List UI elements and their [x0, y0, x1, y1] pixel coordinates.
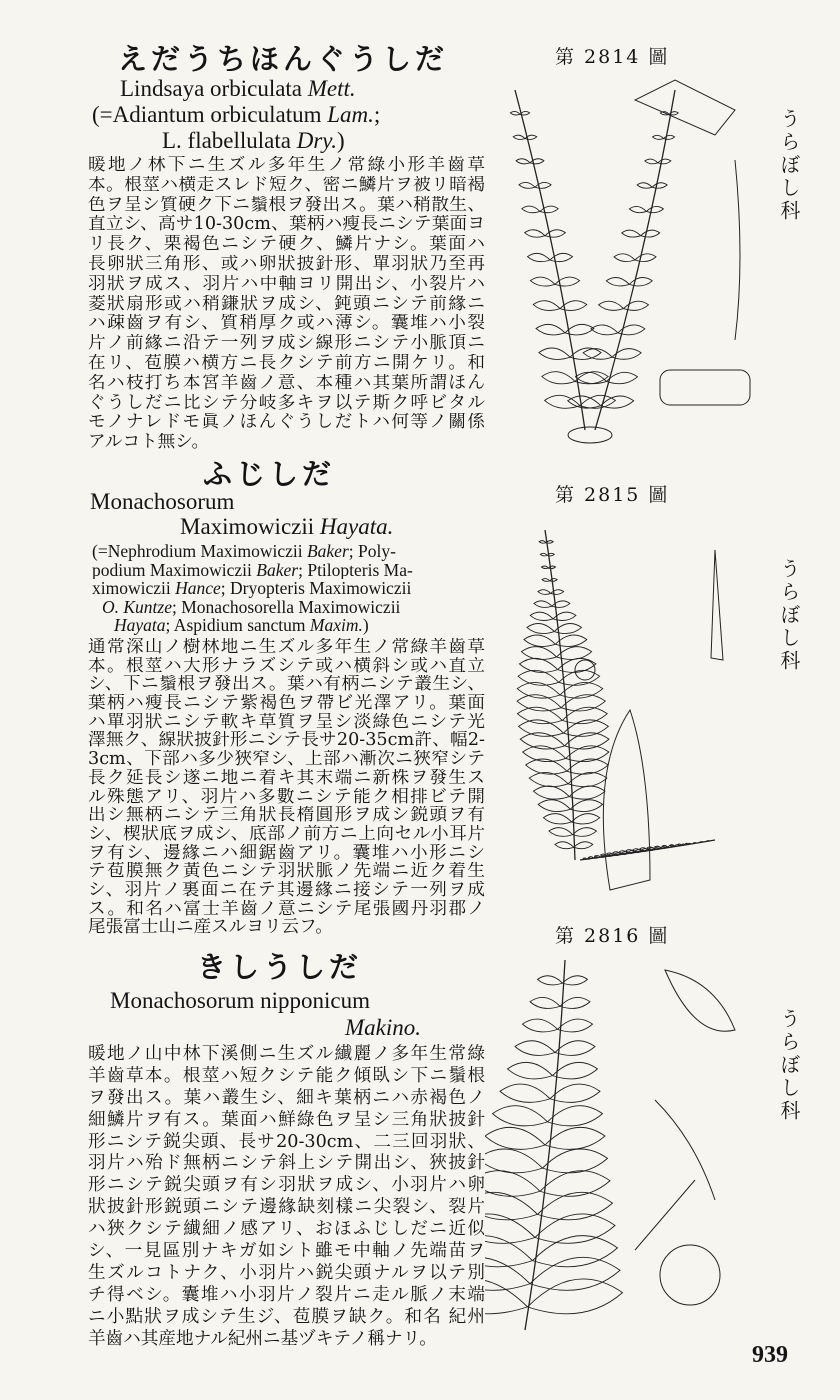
pinna — [545, 230, 565, 237]
pinna — [599, 301, 624, 310]
pinna — [589, 857, 594, 859]
pinna — [528, 1279, 623, 1314]
detail-sorus — [660, 370, 750, 405]
description-1 — [88, 156, 485, 453]
pinna — [551, 590, 564, 595]
text-line: 形ニシテ鋭尖頭ヲ有シ羽狀ヲ成シ、小羽片ハ卵 — [88, 1175, 485, 1196]
pinna — [493, 1106, 548, 1126]
text-line: チ得ベシ。囊堆ハ小羽片ノ裂片ニ走ル脈ノ末端 — [88, 1284, 485, 1305]
synonym-author: Lam. — [327, 102, 374, 127]
pinna — [570, 800, 602, 812]
pinna — [574, 842, 593, 849]
pinna — [485, 1279, 528, 1314]
pinna — [635, 254, 656, 262]
pinna — [542, 579, 550, 582]
synonym-line — [92, 103, 380, 127]
latin-species-2 — [180, 515, 393, 539]
figure-label-2815: 第 2815 圖 — [555, 484, 670, 506]
pinna — [500, 1084, 550, 1102]
pinna — [540, 553, 547, 556]
text-line: 長卵狀三角形、或ハ卵狀披針形、單羽狀乃至再 — [88, 254, 485, 274]
latin-name-3: Monachosorum nipponicum — [110, 988, 370, 1013]
pinna — [624, 301, 649, 310]
synonym-line: (=Nephrodium Maximowiczii Baker; Poly- — [92, 542, 396, 561]
pinna — [681, 844, 685, 845]
pinna — [555, 842, 574, 849]
family-label-3: うらぼし科 — [777, 1008, 801, 1123]
pinna — [513, 135, 525, 139]
description-3 — [88, 1044, 485, 1350]
pinna — [522, 206, 540, 213]
detail-scale — [735, 160, 740, 340]
pinna — [591, 325, 618, 335]
japanese-name-2: ふじしだ — [203, 457, 336, 491]
pinna — [535, 1214, 615, 1243]
synonym-text: (=Adiantum orbiculatum — [92, 102, 328, 127]
pinna — [550, 579, 558, 582]
text-line: 3cm、下部ハ多少狹窄シ、上部ハ漸次ニ狹窄シテ — [88, 750, 485, 769]
latin-author: Hayata. — [319, 514, 394, 539]
text-line: 暖地ノ山中林下溪側ニ生ズル纎麗ノ多年生常綠 — [88, 1044, 485, 1064]
japanese-name-3: きしうしだ — [197, 950, 363, 984]
pinna — [658, 159, 671, 164]
pinna — [558, 658, 596, 672]
fern-illustration-monachosorum-nipponicum — [485, 950, 775, 1340]
pinna — [530, 612, 553, 620]
pinna — [520, 111, 530, 115]
pinna — [538, 800, 570, 812]
pinna — [573, 828, 597, 837]
detail-sporangium — [660, 1245, 720, 1305]
pinna — [646, 206, 663, 212]
pinna — [510, 111, 520, 115]
text-line: シ、羽片ノ裏面ニ在テ其邊緣ニ接シテ一列ヲ成 — [88, 880, 485, 900]
pinna — [539, 348, 570, 359]
detail-rachis — [635, 1100, 715, 1250]
pinna — [527, 624, 554, 634]
pinna — [485, 1257, 530, 1290]
pinna — [563, 976, 588, 985]
text-line: 名ハ枝打ち本宮羊齒ノ意、本種ハ其葉所謂ほん — [88, 373, 485, 393]
text-line: 羊齒草本。根莖ハ短クシテ能ク傾臥シ下ニ鬚根 — [88, 1065, 485, 1086]
synonym-author: Dry. — [296, 128, 337, 153]
pinna — [664, 135, 675, 139]
text-line: モノナレドモ眞ノほんぐうしだトハ何等ノ關係 — [88, 413, 485, 433]
fern-illustration-monachosorum-maximowiczii — [485, 510, 775, 900]
pinna — [653, 135, 664, 139]
text-line: 葉柄ハ瘦長ニシテ紫褐色ヲ帶ビ光澤アリ。葉面 — [88, 694, 485, 713]
pinna — [560, 997, 590, 1008]
pinna — [553, 1062, 598, 1079]
text-line: 片ノ前緣ニ沿テ一列ヲ成シ線形ニシテ小脈頂ニ — [88, 334, 485, 354]
pinna — [535, 182, 551, 188]
pinna — [641, 230, 660, 237]
text-line: 長ク延長シ遂ニ地ニ着キ其末端ニ新株ヲ發生ス — [88, 768, 485, 788]
text-line: テ苞膜無ク黃色ニシテ羽狀脈ノ先端ニ近ク着生 — [88, 862, 485, 881]
pinna — [568, 772, 607, 786]
pinna — [652, 183, 667, 189]
text-line: 通常深山ノ樹林地ニ生ズル多年生ノ常綠羊齒草 — [88, 638, 485, 657]
pinna — [485, 1149, 543, 1173]
text-line: 羽狀ヲ成ス、羽片ハ中軸ヨリ開出シ、小裂片ハ — [88, 274, 485, 294]
pinna — [550, 1084, 600, 1102]
pinna — [614, 254, 635, 262]
pinna — [575, 372, 606, 383]
pinna — [517, 695, 561, 711]
detail-scale — [711, 550, 723, 660]
pinna — [548, 566, 555, 569]
text-line: ぐうしだニ比シテ分岐多キヲ以テ斯ク呼ビタル — [88, 393, 485, 413]
text-line: ヲ有シ、邊緣ニハ細鋸齒アリ。囊堆ハ小形ニシ — [88, 843, 485, 863]
synonyms-2 — [92, 542, 485, 635]
pinna — [539, 541, 546, 544]
text-line: ハ狹クシテ纎細ノ感アリ、おほふじしだニ近似 — [88, 1219, 485, 1240]
text-line: 直立シ、高サ10-30cm、葉柄ハ瘦長ニシテ葉面ヨ — [88, 215, 485, 235]
text-line: ハ疎齒ヲ有シ、質稍厚ク或ハ薄シ。囊堆ハ小裂 — [88, 314, 485, 334]
pinna — [629, 278, 652, 286]
latin-epithet: Maximowiczii — [180, 514, 315, 539]
latin-author: Mett. — [307, 76, 356, 101]
pinna — [637, 183, 652, 189]
text-line: ル殊態アリ、羽片ハ多數ニシテ能ク相排ビテ開 — [88, 787, 485, 807]
fern-illustration-lindsaya — [485, 70, 775, 465]
pinna — [485, 1127, 545, 1149]
pinna — [548, 1106, 603, 1126]
synonym-line: podium Maximowiczii Baker; Ptilopteris Ma- — [92, 560, 413, 579]
pinna — [570, 348, 601, 359]
latin-name-1 — [120, 77, 356, 101]
pinna — [516, 159, 530, 164]
text-line: 狀披針形鋭頭ニシテ邊緣缺刻樣ニ尖裂シ、裂片 — [88, 1197, 485, 1218]
latin-binomial: Lindsaya orbiculata — [120, 76, 303, 101]
pinna — [538, 976, 563, 985]
family-label-2: うらぼし科 — [777, 558, 801, 673]
pinna — [541, 566, 548, 569]
pinna — [678, 844, 682, 845]
pinna — [508, 1062, 553, 1079]
pinna — [543, 814, 571, 824]
synonym-tail: ; — [373, 102, 381, 127]
synonym-tail: ) — [337, 128, 345, 153]
latin-genus-2: Monachosorum — [90, 489, 235, 514]
text-line: 澤無ク、線狀披針形ニシテ長サ20-35cm許、幅2- — [88, 731, 485, 751]
description-2 — [88, 638, 485, 937]
rhizome — [568, 427, 612, 443]
pinna — [629, 206, 646, 212]
pinna — [688, 843, 690, 844]
text-line: ヲ發出ス。葉ハ叢生シ、細キ葉柄ニハ赤褐色ノ — [88, 1087, 485, 1108]
text-line: 羽片ハ殆ド無柄ニシテ斜上シテ開出シ、狹披針 — [88, 1153, 485, 1174]
pinna — [549, 828, 573, 837]
detail-pinnule — [635, 80, 735, 135]
text-line: シ、下ニ鬚根ヲ發出ス。葉ハ有柄ニシテ叢生シ、 — [88, 675, 485, 695]
text-line: 在リ、苞膜ハ横方ニ長クシテ前方ニ開ケリ。和 — [88, 353, 485, 373]
pinna — [572, 814, 600, 824]
figure-label-2816: 第 2816 圖 — [555, 925, 670, 947]
pinna — [545, 1127, 605, 1149]
page-number: 939 — [752, 1342, 788, 1368]
pinna — [555, 1041, 595, 1056]
pinna — [538, 590, 551, 595]
text-line: 羊齒ハ其産地ナル紀州ニ基ヅキテノ稱ナリ。 — [88, 1328, 437, 1349]
synonym-text: L. flabellulata — [162, 128, 297, 153]
text-line: 形ニシテ鋭尖頭、長サ20-30cm、二三回羽狀、 — [88, 1131, 485, 1152]
pinna — [622, 230, 641, 237]
text-line: 本。根莖ハ大形ナラズシテ或ハ横斜シ或ハ直立 — [88, 656, 485, 676]
pinna — [523, 1019, 558, 1032]
text-line: 尾張富士山ニ産スルヨリ云フ。 — [88, 918, 333, 937]
family-label-1: うらぼし科 — [777, 108, 801, 223]
pinna — [530, 997, 560, 1008]
latin-author-3: Makino. — [345, 1015, 422, 1040]
pinna — [542, 372, 575, 384]
text-line: 暖地ノ林下ニ生ズル多年生ノ常綠小形羊齒草 — [88, 156, 485, 175]
pinna — [520, 733, 564, 749]
pinna — [525, 230, 545, 237]
text-line: ス。和名ハ富士羊齒ノ意ニシテ尾張國丹羽郡ノ — [88, 899, 485, 919]
pinna — [645, 159, 658, 164]
text-line: シ、楔狀底ヲ成シ、底部ノ前方ニ上向セル小耳片 — [88, 824, 485, 844]
pinna — [540, 206, 558, 213]
text-line: リ長ク、栗褐色ニシテ硬ク、鱗片ナシ。葉面ハ — [88, 235, 485, 255]
synonym-line: Hayata; Aspidium sanctum Maxim.) — [114, 616, 369, 635]
pinna — [515, 1041, 555, 1056]
pinna — [558, 1019, 593, 1032]
synonym-line: ximowiczii Hance; Dryopteris Maximowiczii — [92, 579, 412, 598]
pinna — [533, 786, 569, 799]
pinna — [530, 277, 555, 286]
detail-pinnule — [665, 970, 735, 1031]
text-line: 本。根莖ハ横走スレド短ク、密ニ鱗片ヲ被リ暗褐 — [88, 175, 485, 195]
text-line: 細鱗片ヲ有ス。葉面ハ鮮綠色ヲ呈シ三角狀披針 — [88, 1109, 485, 1130]
synonym-line: O. Kuntze; Monachosorella Maximowiczii — [102, 597, 401, 616]
pinna — [534, 601, 552, 608]
pinna — [528, 253, 551, 261]
text-line: アルコト無シ。 — [88, 433, 210, 453]
pinna — [524, 635, 555, 647]
pinna — [536, 324, 565, 335]
pinna — [606, 278, 629, 286]
detail-pinna — [603, 710, 650, 890]
text-line: ハ單羽狀ニシテ軟キ草質ヲ呈シ淡綠色ニシテ光 — [88, 712, 485, 732]
text-line: 色ヲ呈シ質硬ク下ニ鬚根ヲ發出ス。葉ハ稍散生、 — [88, 195, 485, 215]
text-line: ニ小點狀ヲ成シテ生ジ、苞膜ヲ缺ク。和名 紀州 — [88, 1306, 485, 1327]
japanese-name-1: えだうちほんぐうしだ — [118, 42, 449, 76]
pinna — [521, 647, 556, 660]
pinna — [583, 858, 587, 859]
pinna — [533, 301, 560, 311]
pinna — [543, 1149, 608, 1173]
text-line: 出シ無柄ニシテ三角狀長楕圓形ヲ成シ鋭頭ヲ有 — [88, 806, 485, 825]
synonym-line — [162, 129, 345, 153]
text-line: 菱狀扇形或ハ稍鎌狀ヲ成シ、鈍頭ニシテ前緣ニ — [88, 294, 485, 314]
pinna — [519, 182, 535, 188]
text-line: 生ズルコトナク、小羽片ハ鋭尖頭ナルヲ以テ別 — [88, 1262, 485, 1283]
pinna — [686, 843, 688, 844]
text-line: シ、一見區別ナキガ如シト雖モ中軸ノ先端苗ヲ — [88, 1241, 485, 1262]
pinna — [530, 1257, 620, 1290]
pinna — [569, 786, 605, 799]
figure-label-2814: 第 2814 圖 — [555, 46, 670, 68]
